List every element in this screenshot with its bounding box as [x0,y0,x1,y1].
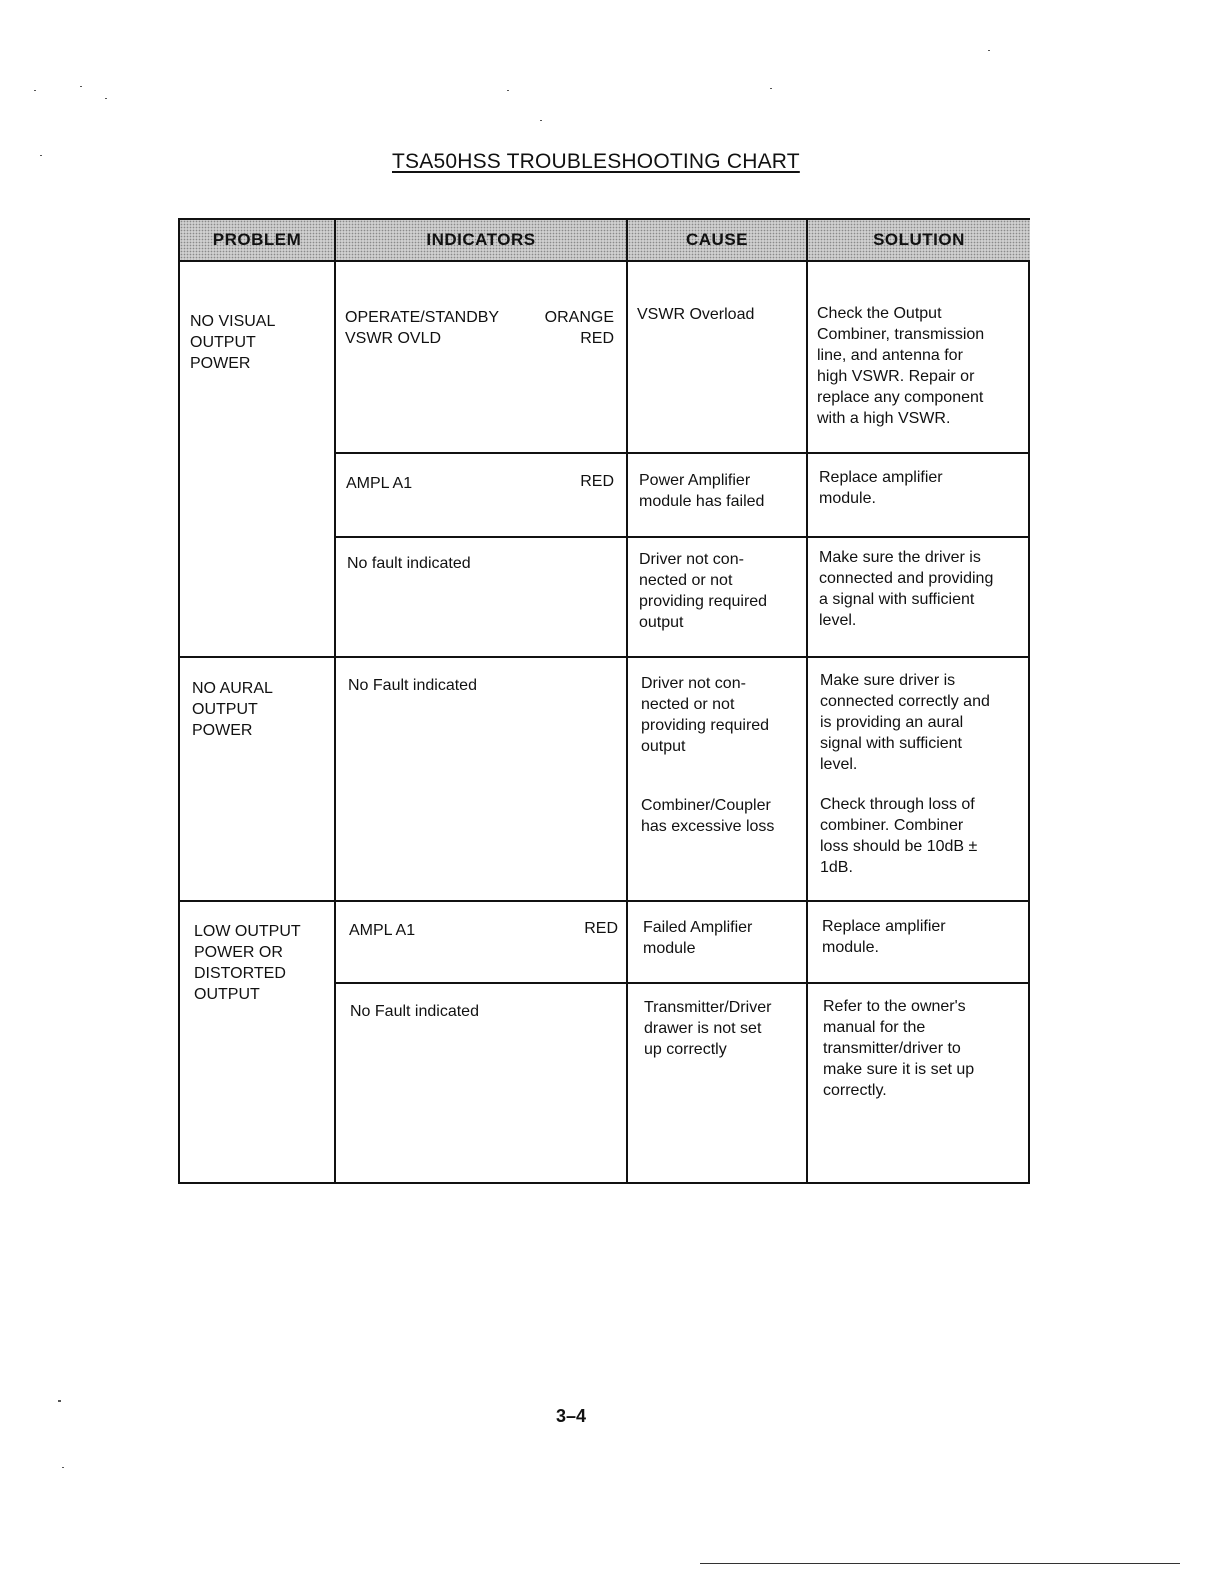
header-solution: SOLUTION [808,220,1030,262]
cause-cell: Driver not con- nected or not providing required output [639,551,768,631]
indicator-color: RED [584,920,618,937]
scan-speck [40,155,42,156]
indicator-name: No Fault indicated [348,677,477,694]
indicator-name: AMPL A1 [346,475,413,492]
header-cause: CAUSE [628,220,806,262]
scan-speck [62,1467,64,1468]
header-problem: PROBLEM [180,220,334,262]
group-divider [180,656,1030,658]
scan-edge-line [700,1563,1180,1564]
solution-cell: Make sure driver is connected correctly and is providing an aural signal with sufficient level. [820,672,990,773]
problem-cell: NO VISUAL OUTPUT POWER [190,313,276,372]
row-divider [334,982,1030,984]
scan-speck [80,86,82,87]
indicator-color: ORANGE RED [544,309,614,347]
header-indicators: INDICATORS [336,220,626,262]
indicator-name: AMPL A1 [349,922,416,939]
scan-speck [988,50,990,51]
scan-speck [507,90,509,91]
indicator-name: No Fault indicated [350,1003,479,1020]
solution-cell: Make sure the driver is connected and providing a signal with sufficient level. [819,549,994,629]
scan-speck [105,98,107,99]
troubleshooting-table [178,218,1030,1184]
row-divider [334,452,1030,454]
cause-cell: Power Amplifier module has failed [639,472,765,510]
scan-speck [58,1400,61,1402]
solution-cell: Refer to the owner's manual for the transmitter/driver to make sure it is set up correctly. [823,998,975,1099]
row-divider [334,536,1030,538]
column-divider [626,220,628,1182]
page-number: 3–4 [556,1406,587,1426]
scan-speck [540,120,542,121]
indicator-name: OPERATE/STANDBY VSWR OVLD [345,309,500,347]
indicator-color: RED [580,473,614,490]
problem-cell: LOW OUTPUT POWER OR DISTORTED OUTPUT [194,923,301,1003]
indicator-name: No fault indicated [347,555,471,572]
solution-cell: Replace amplifier module. [819,469,943,507]
page-title: TSA50HSS TROUBLESHOOTING CHART [392,150,800,173]
column-divider [334,220,336,1182]
cause-cell: Transmitter/Driver drawer is not set up correctly [644,999,772,1058]
group-divider [180,900,1030,902]
solution-cell: Replace amplifier module. [822,918,946,956]
cause-cell: Driver not con- nected or not providing required output [641,675,770,755]
problem-cell: NO AURAL OUTPUT POWER [192,680,273,739]
solution-cell: Check the Output Combiner, transmission line, and antenna for high VSWR. Repair or replace any component with a high VSWR. [817,305,985,427]
scan-speck [34,90,36,91]
scan-speck [770,88,772,89]
cause-cell: VSWR Overload [637,306,755,323]
cause-cell: Combiner/Coupler has excessive loss [641,797,775,835]
solution-cell: Check through loss of combiner. Combiner loss should be 10dB ± 1dB. [820,796,978,876]
cause-cell: Failed Amplifier module [643,919,753,957]
